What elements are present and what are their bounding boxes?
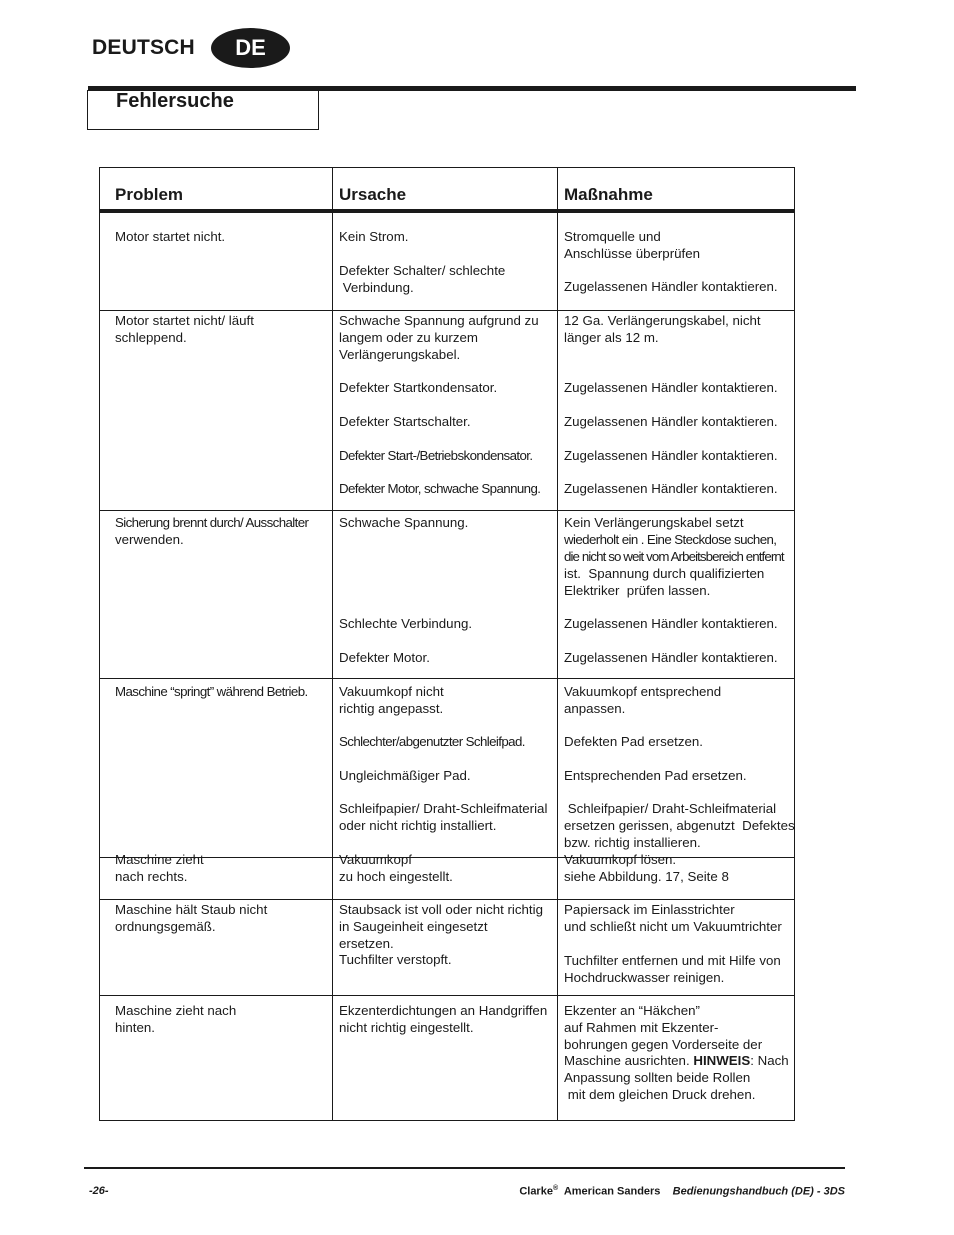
cause-cell: Defekter Motor, schwache Spannung. xyxy=(339,481,541,496)
action-cell: Vakuumkopf entsprechend anpassen. xyxy=(564,684,722,716)
cause-cell: Ungleichmäßiger Pad. xyxy=(339,768,471,783)
brand-name: Clarke xyxy=(519,1185,553,1198)
registered-mark: ® xyxy=(552,1185,559,1192)
action-cell: Kein Verlängerungskabel setzt xyxy=(564,515,744,530)
row-divider xyxy=(100,310,794,311)
language-badge: DE xyxy=(211,28,290,68)
action-cell: Stromquelle und Anschlüsse überprüfen xyxy=(564,229,701,261)
troubleshooting-table xyxy=(99,167,795,1121)
cause-cell: Schwache Spannung. xyxy=(339,515,469,530)
problem-cell: Motor startet nicht/ läuft schleppend. xyxy=(115,313,254,345)
problem-cell: Maschine zieht nach rechts. xyxy=(115,852,204,884)
column-header-action: Maßnahme xyxy=(564,185,653,204)
note-label: HINWEIS xyxy=(693,1053,751,1069)
problem-cell: Sicherung brennt durch/ Ausschalter xyxy=(115,515,309,530)
problem-cell: Maschine “springt” während Betrieb. xyxy=(115,684,308,699)
column-header-problem: Problem xyxy=(115,185,184,204)
action-cell: Zugelassenen Händler kontaktieren. xyxy=(564,279,778,294)
action-cell: Zugelassenen Händler kontaktieren. xyxy=(564,481,778,496)
action-text: Anpassung sollten beide Rollen mit dem gleichen Druck drehen. xyxy=(564,1070,756,1102)
cause-cell: Defekter Start-/Betriebskondensator. xyxy=(339,448,533,463)
cause-cell: Ekzenterdichtungen an Handgriffen nicht richtig eingestellt. xyxy=(339,1003,548,1035)
cause-cell: Schlechter/abgenutzter Schleifpad. xyxy=(339,734,525,749)
action-cell: Zugelassenen Händler kontaktieren. xyxy=(564,414,778,429)
action-cell: ist. Spannung durch qualifizierten Elektriker prüfen lassen. xyxy=(564,566,765,598)
action-text: : Nach xyxy=(750,1053,789,1069)
section-title: Fehlersuche xyxy=(116,90,234,112)
row-divider xyxy=(100,995,794,996)
action-cell: die nicht so weit vom Arbeitsbereich entfernt xyxy=(564,549,784,564)
cause-cell: Vakuumkopf zu hoch eingestellt. xyxy=(339,852,453,884)
company-name: American Sanders xyxy=(558,1185,673,1198)
action-cell: Tuchfilter entfernen und mit Hilfe von Hochdruckwasser reinigen. xyxy=(564,953,781,985)
action-cell: Zugelassenen Händler kontaktieren. xyxy=(564,650,778,665)
cause-cell: Defekter Schalter/ schlechte Verbindung. xyxy=(339,263,506,295)
problem-cell: Maschine zieht nach hinten. xyxy=(115,1003,237,1035)
cause-cell: Kein Strom. xyxy=(339,229,409,244)
action-cell: wiederholt ein . Eine Steckdose suchen, xyxy=(564,532,777,547)
action-cell xyxy=(564,1003,789,1104)
manual-title: Bedienungshandbuch (DE) - 3DS xyxy=(672,1185,845,1198)
row-divider xyxy=(100,899,794,900)
cause-cell: Staubsack ist voll oder nicht richtig in Saugeinheit eingesetzt ersetzen. Tuchfilter verstopft. xyxy=(339,902,543,968)
cause-cell: Defekter Startschalter. xyxy=(339,414,471,429)
action-cell: 12 Ga. Verlängerungskabel, nicht länger als 12 m. xyxy=(564,313,761,345)
cause-cell: Schwache Spannung aufgrund zu langem oder zu kurzem Verlängerungskabel. xyxy=(339,313,539,362)
action-cell: Defekten Pad ersetzen. xyxy=(564,734,703,749)
action-cell: Papiersack im Einlasstrichter und schließt nicht um Vakuumtrichter xyxy=(564,902,782,934)
action-cell: Zugelassenen Händler kontaktieren. xyxy=(564,380,778,395)
action-cell: Entsprechenden Pad ersetzen. xyxy=(564,768,747,783)
footer-rule xyxy=(84,1167,845,1169)
action-text: Ekzenter an “Häkchen” auf Rahmen mit Ekzenter- bohrungen gegen Vorderseite der Maschine ausrichten. xyxy=(564,1003,763,1069)
cause-cell: Defekter Startkondensator. xyxy=(339,380,498,395)
language-label: DEUTSCH xyxy=(92,36,195,59)
action-cell: Zugelassenen Händler kontaktieren. xyxy=(564,448,778,463)
problem-cell: Maschine hält Staub nicht ordnungsgemäß. xyxy=(115,902,268,934)
header-divider xyxy=(100,209,794,213)
footer-text xyxy=(519,1185,845,1198)
cause-cell: Schleifpapier/ Draht-Schleifmaterial oder nicht richtig installiert. xyxy=(339,801,548,833)
problem-cell: Motor startet nicht. xyxy=(115,229,226,244)
page-number: -26- xyxy=(89,1185,109,1197)
problem-cell: verwenden. xyxy=(115,532,184,547)
row-divider xyxy=(100,510,794,511)
action-cell: Vakuumkopf lösen. siehe Abbildung. 17, Seite 8 xyxy=(564,852,729,884)
row-divider xyxy=(100,678,794,679)
cause-cell: Schlechte Verbindung. xyxy=(339,616,473,631)
cause-cell: Vakuumkopf nicht richtig angepasst. xyxy=(339,684,444,716)
action-cell: Zugelassenen Händler kontaktieren. xyxy=(564,616,778,631)
column-header-cause: Ursache xyxy=(339,185,407,204)
cause-cell: Defekter Motor. xyxy=(339,650,430,665)
action-cell: Schleifpapier/ Draht-Schleifmaterial ersetzen gerissen, abgenutzt Defektes bzw. richtig installieren. xyxy=(564,801,795,850)
